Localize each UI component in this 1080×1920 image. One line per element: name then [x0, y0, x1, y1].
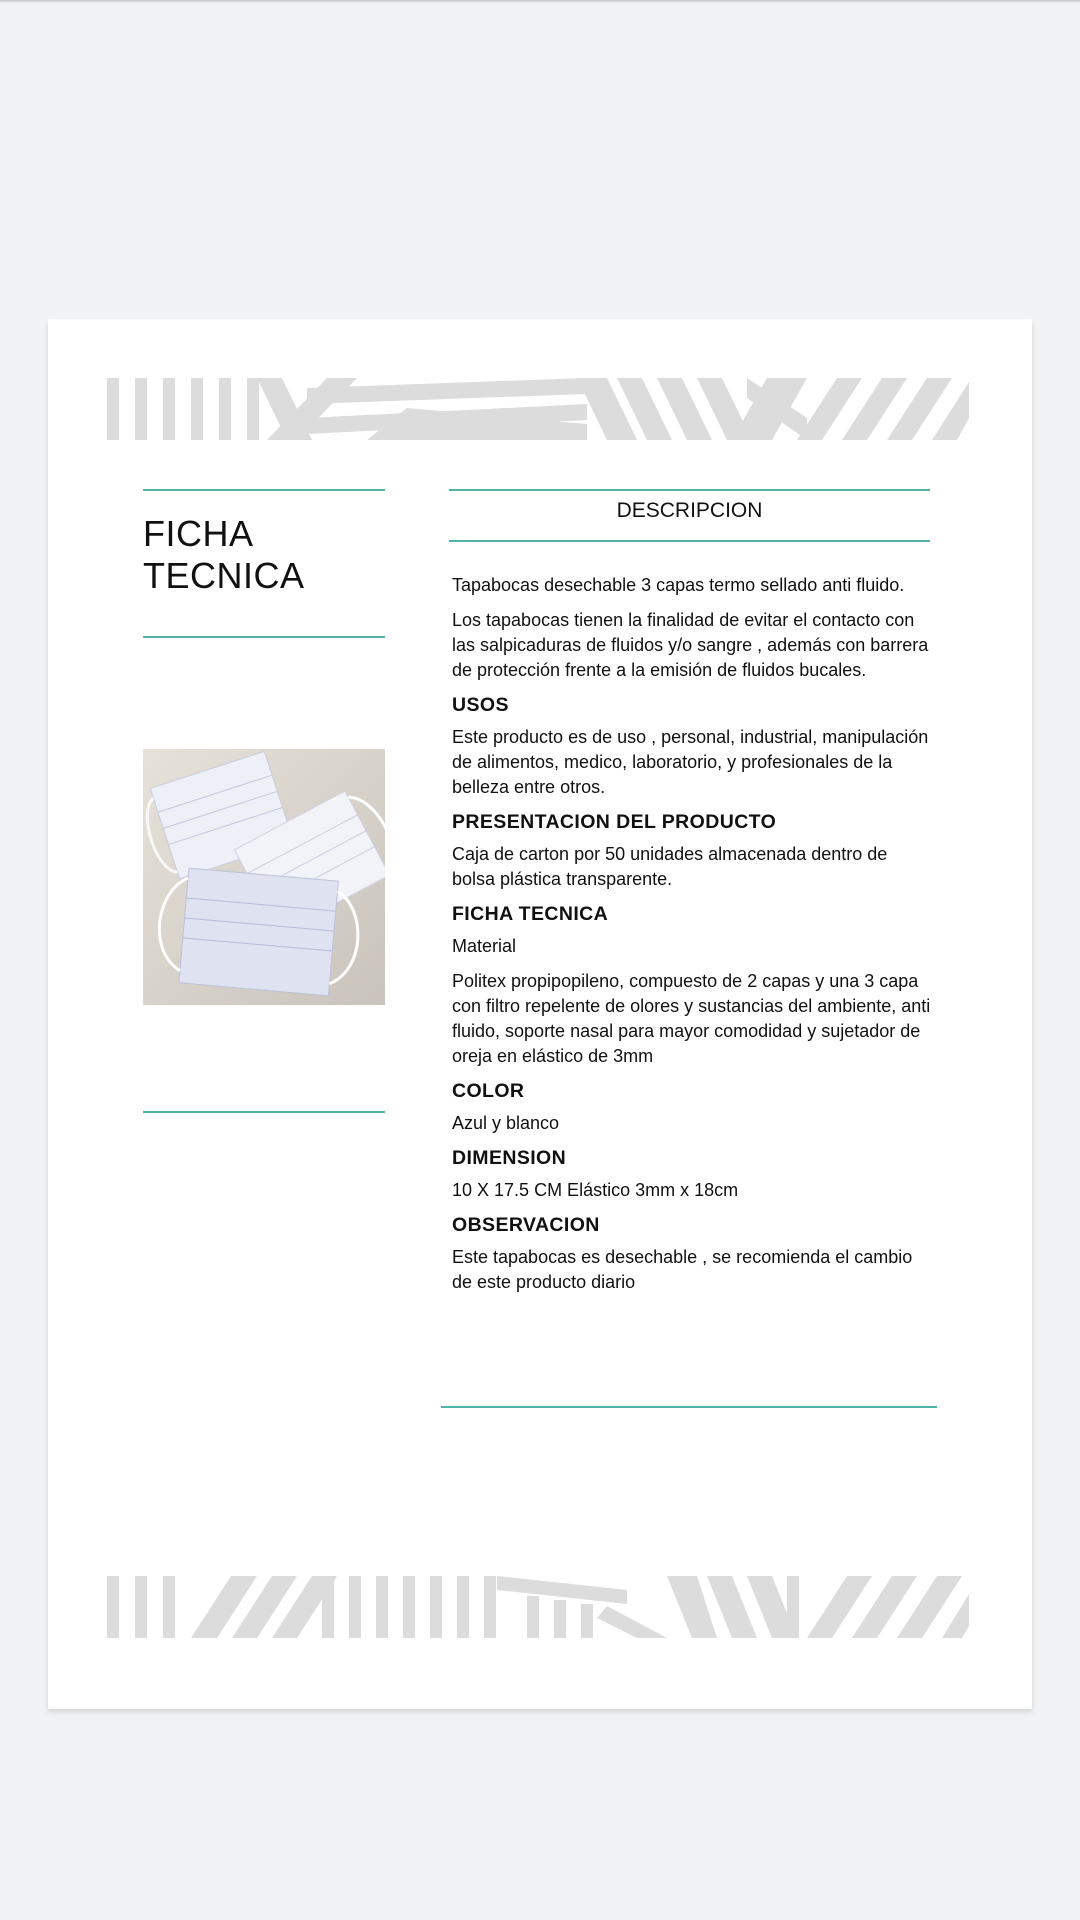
color-heading: COLOR: [452, 1080, 525, 1102]
right-top-rule: [449, 489, 930, 491]
material-text: Politex propipopileno, compuesto de 2 capas y una 3 capa con filtro repelente de olores y sustancias del ambiente, anti fluido, soporte nasal para mayor comodidad y sujetador de oreja en elástico de 3mm: [452, 971, 931, 1066]
section-heading: DESCRIPCION: [616, 499, 763, 522]
material-label: Material: [452, 936, 517, 956]
surgical-masks-photo: [143, 749, 385, 1005]
description-text: Los tapabocas tienen la finalidad de evitar el contacto con las salpicaduras de fluidos y/o sangre , además con barrera de protección frente a la emisión de fluidos bucales.: [452, 610, 929, 680]
right-bottom-rule: [441, 1406, 937, 1408]
dimension-text: 10 X 17.5 CM Elástico 3mm x 18cm: [452, 1180, 739, 1200]
left-bottom-rule: [143, 1111, 385, 1113]
color-text: Azul y blanco: [452, 1113, 560, 1133]
usos-heading: USOS: [452, 694, 509, 716]
top-shadow: [0, 0, 1080, 3]
observacion-text: Este tapabocas es desechable , se recomienda el cambio de este producto diario: [452, 1247, 913, 1292]
left-top-rule: [143, 489, 385, 491]
presentacion-heading: PRESENTACION DEL PRODUCTO: [452, 811, 777, 833]
intro-text: Tapabocas desechable 3 capas termo sellado anti fluido.: [452, 575, 905, 595]
footer-stripe-pattern: [107, 1576, 969, 1638]
title-line-1: FICHA: [143, 513, 254, 554]
page-title: [143, 513, 403, 597]
dimension-heading: DIMENSION: [452, 1147, 567, 1169]
presentacion-text: Caja de carton por 50 unidades almacenada dentro de bolsa plástica transparente.: [452, 844, 888, 889]
observacion-heading: OBSERVACION: [452, 1214, 600, 1236]
description-body: [452, 573, 932, 1305]
title-line-2: TECNICA: [143, 555, 305, 596]
left-mid-rule: [143, 636, 385, 638]
header-stripe-pattern: [107, 378, 969, 440]
right-heading-rule: [449, 540, 930, 542]
usos-text: Este producto es de uso , personal, industrial, manipulación de alimentos, medico, laboratorio, y profesionales de la belleza entre otros.: [452, 727, 929, 797]
document-page: [48, 319, 1032, 1709]
ficha-tecnica-heading: FICHA TECNICA: [452, 903, 609, 925]
